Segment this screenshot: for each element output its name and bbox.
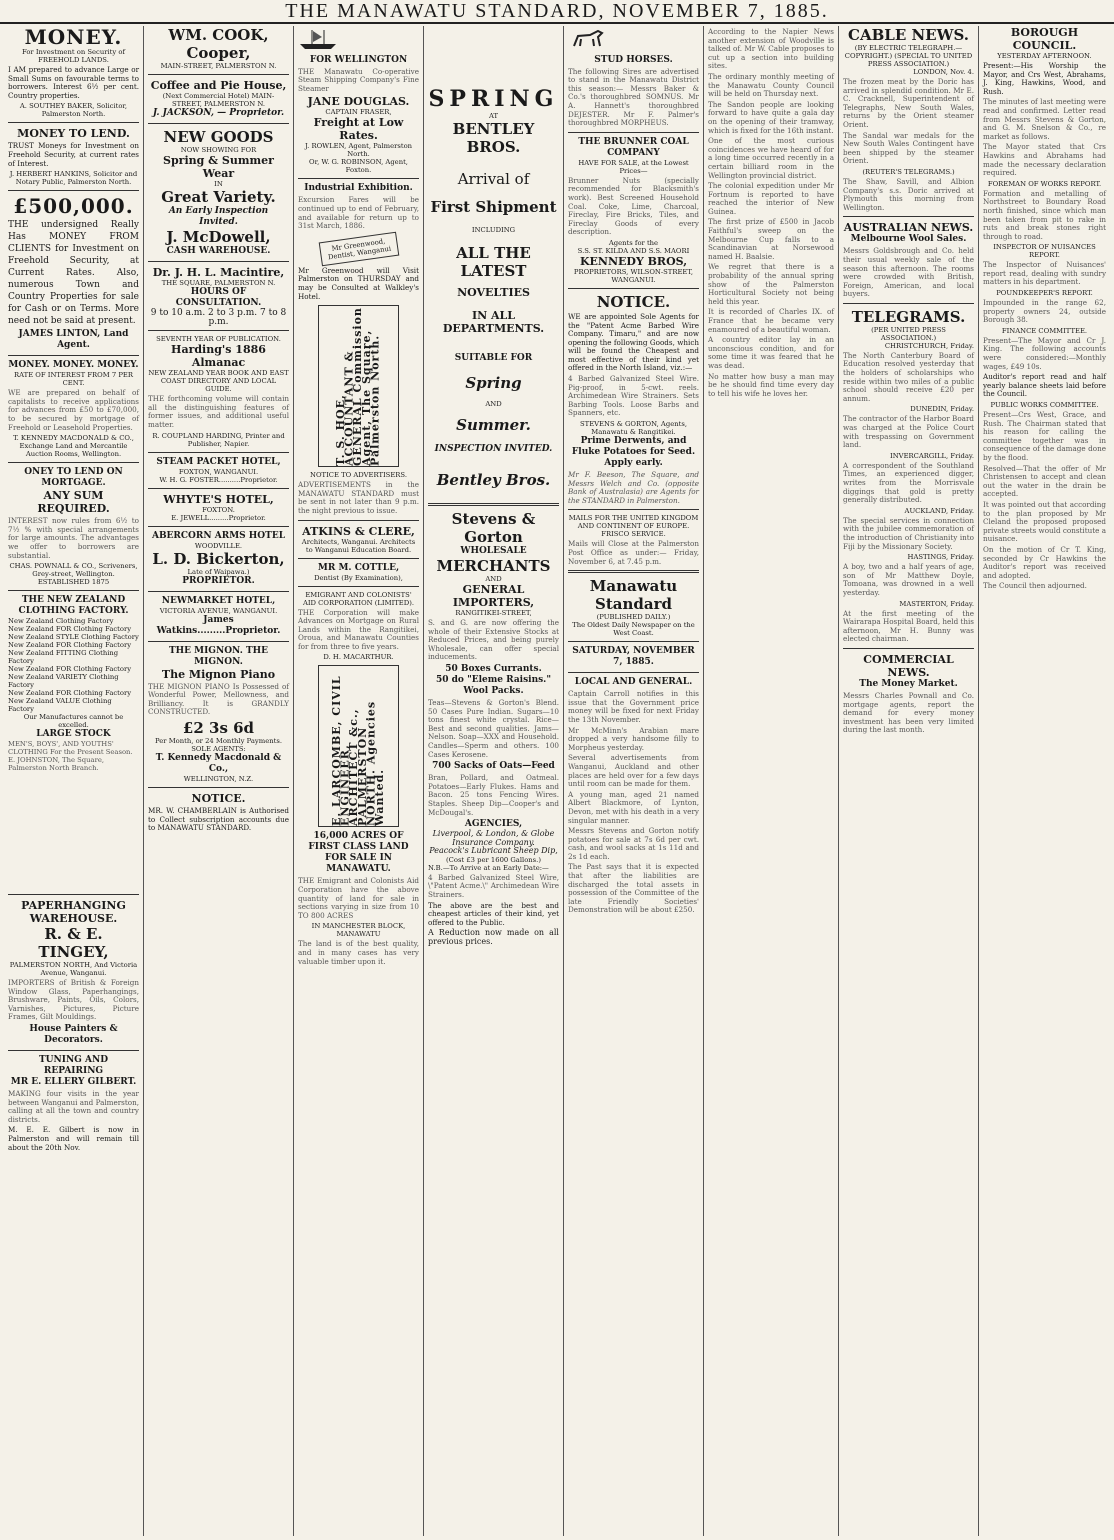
steam-packet: STEAM PACKET HOTEL,	[156, 456, 281, 467]
coffee-sub: (Next Commercial Hotel) MAIN-STREET, PALMERSTON N.	[162, 92, 275, 108]
proprietor: PROPRIETOR.	[182, 575, 255, 586]
ships: S.S. ST. KILDA AND S.S. MAORI	[577, 246, 690, 255]
column-8: BOROUGH COUNCIL. YESTERDAY AFTERNOON. Present:—His Worship the Mayor, and Crs West, Abrahams, J. King, Hawkins, Wood, and Rush. The minutes of last meeting were read and confirmed. Letter read from Messrs Stevens & Gorton, and G. M. Snelson & Co., re market as follows. The Mayor stated that Crs Hawkins and Abrahams had made the necessary declaration required. FOREMAN OF WORKS REPORT. Formation and metalling of Northstreet to Boundary Road north finished, since which man been taken from pit to rake in ruts and break stones right through to road. INSPECTOR OF NUISANCES REPORT. The Inspector of Nuisances' report read, dealing with sundry matters in his department. POUNDKEEPER'S REPORT. Impounded in the range 62, property owners 24, outside Borough 38. FINANCE COMMITTEE. Present—The Mayor and Cr J. King. The following accounts were considered:—Monthly wages, £49 10s. Auditor's report read and half yearly balance sheets laid before the Council. PUBLIC WORKS COMMITTEE. Present—Crs West, Grace, and Rush. The Chairman stated that his reason for calling the committee together was in consequence of the damage done by the flood. Resolved—That the offer of Mr Christensen to accept and clean out the water in the drain be accepted. It was pointed out that according to the plan proposed by Mr Cleland the proposed proposed private streets would constitute a nuisance. On the motion of Cr T. King, seconded by Cr Hawkins the Auditor's report was received and adopted. The Council then adjourned.	[983, 26, 1106, 591]
clothing-row: New Zealand FITTING Clothing Factory	[8, 649, 119, 666]
column-7: CABLE NEWS. (BY ELECTRIC TELEGRAPH.—COPYRIGHT.) (SPECIAL TO UNITED PRESS ASSOCIATION.) LONDON, Nov. 4. The frozen meat by the Doric has arrived in splendid condition. Mr E. C. Cracknell, Superintendent of Telegraphs, New South Wales, returns by the Orient steamer Orient. The Sandal war medals for the New South Wales Contingent have been shipped by the steamer Orient. (REUTER'S TELEGRAMS.) The Shaw, Savill, and Albion Company's s.s. Doric arrived at Plymouth this morning from Wellington. AUSTRALIAN NEWS. Melbourne Wool Sales. Messrs Goldsbrough and Co. held their usual weekly sale of the season this afternoon. The rooms were crowded with British, Foreign, American, and local buyers. TELEGRAMS. (PER UNITED PRESS ASSOCIATION.) CHRISTCHURCH, Friday. The North Canterbury Board of Education resolved yesterday that the holders of scholarships who reside within two miles of a public school should receive £20 per annum. DUNEDIN, Friday. The contractor of the Harbor Board was charged at the Police Court with trespassing on Government land. INVERCARGILL, Friday. A correspondent of the Southland Times, an experienced digger, writes from the Morrisvale diggings that gold is pretty generally distributed. AUCKLAND, Friday. The special services in connection with the jubilee commemoration of the introduction of Christianity into Fiji by the Missionary Society. HASTINGS, Friday. A boy, two and a half years of age, son of Mr Matthew Doyle, Tomoana, was drowned in a well yesterday. MASTERTON, Friday. At the first meeting of the Wairarapa Hospital Board, held this afternoon, Mr H. Bunny was elected chairman. COMMERCIAL NEWS. The Money Market. Messrs Charles Pownall and Co. mortgage agents, report the demand for every money investment has been very limited during the last month.	[839, 26, 979, 1536]
clothing-row: New Zealand FOR Clothing Factory	[8, 689, 132, 698]
at-label: AT	[488, 112, 499, 120]
brunner: THE BRUNNER COAL COMPANY	[578, 136, 689, 158]
greenwood-stamp: Mr Greenwood, Dentist, Wanganui	[318, 231, 399, 266]
column-2: WM. COOK, Cooper, MAIN-STREET, PALMERSTON N. Coffee and Pie House, (Next Commercial Hotel) MAIN-STREET, PALMERSTON N. J. JACKSON, — Proprietor. NEW GOODS NOW SHOWING FOR Spring & Summer Wear IN Great Variety. An Early Inspection Invited. J. McDowell, CASH WAREHOUSE. Dr. J. H. L. Macintire, THE SQUARE, PALMERSTON N. HOURS OF CONSULTATION. 9 to 10 a.m. 2 to 3 p.m. 7 to 8 p.m. SEVENTH YEAR OF PUBLICATION. Harding's 1886 Almanac NEW ZEALAND YEAR BOOK AND EAST COAST DIRECTORY AND LOCAL GUIDE. THE forthcoming volume will contain all the distinguishing features of former issues, and additional useful matter. R. COUPLAND HARDING, Printer and Publisher, Napier. STEAM PACKET HOTEL, FOXTON, WANGANUI. W. H. G. FOSTER..........Proprietor. WHYTE'S HOTEL, FOXTON. E. JEWELL.........Proprietor. ABERCORN ARMS HOTEL WOODVILLE. L. D. Bickerton, Late of Waipawa.) PROPRIETOR. NEWMARKET HOTEL, VICTORIA AVENUE, WANGANUI. James Watkins.........Proprietor. THE MIGNON. THE MIGNON. The Mignon Piano THE MIGNON PIANO Is Possessed of Wonderful Power, Mellowness, and Brilliancy. It is GRANDLY CONSTRUCTED. £2 3s 6d Per Month, or 24 Monthly Payments. SOLE AGENTS: T. Kennedy Macdonald & Co., WELLINGTON, N.Z. NOTICE. MR. W. CHAMBERLAIN is Authorised to Collect subscription accounts due to MANAWATU STANDARD.	[144, 26, 294, 1536]
chamberlain: MR. W. CHAMBERLAIN is Authorised to Collect subscription accounts due to MANAWATU STANDARD.	[148, 805, 289, 833]
foster: W. H. G. FOSTER..........Proprietor.	[159, 475, 278, 484]
reuters: (REUTER'S TELEGRAMS.)	[862, 167, 955, 176]
jewell: E. JEWELL.........Proprietor.	[171, 513, 266, 522]
columns	[4, 26, 1110, 1536]
foxton-2: FOXTON.	[202, 505, 235, 514]
money3-sig: T. KENNEDY MACDONALD & CO., Exchange Land and Mercantile Auction Rooms, Wellington.	[13, 434, 134, 459]
robinson: Or, W. G. ROBINSON, Agent, Foxton.	[309, 158, 408, 175]
amount-body: THE undersigned Really Has MONEY FROM CLIENTS for Investment on Freehold Security, at Current Rates. Also, numerous Town and Country Properties for sale for Cash or on Terms. More need not be said at present.	[8, 220, 139, 327]
foreman: FOREMAN OF WORKS REPORT.	[987, 179, 1102, 188]
kennedy-addr: WELLINGTON, N.Z.	[183, 774, 254, 783]
column-5: STUD HORSES. The following Sires are advertised to stand in the Manawatu District this season:— Messrs Baker & Co.'s thoroughbred SOMNUS. Mr A. Hannett's thoroughbred DEJESTER. Mr F. Palmer's thoroughbred MORPHEUS. THE BRUNNER COAL COMPANY HAVE FOR SALE, at the Lowest Prices— Brunner Nuts (specially recommended for Blacksmith's work). Best Screened Household Coal. Coke, Lime, Charcoal, Fireclay, Fire Bricks, Tiles, and Fireclay Goods of every description. Agents for the S.S. ST. KILDA AND S.S. MAORI KENNEDY BROS, PROPRIETORS, WILSON-STREET, WANGANUI. NOTICE. WE are appointed Sole Agents for the "Patent Acme Barbed Wire Company. Timaru," and are now opening the following Goods, which will be found the Cheapest and most effective of their kind yet offered in the North Island, viz.:— 4 Barbed Galvanized Steel Wire. Pig-proof, in 5-cwt. reels. Archimedean Wire Strainers. Sets Barbing Tools. Loose Barbs and Spanners, etc. STEVENS & GORTON, Agents, Manawatu & Rangitikei. Prime Derwents, and Fluke Potatoes for Seed. Apply early. Mr F. Beeson, The Square, and Messrs Welch and Co. (opposite Bank of Australasia) are Agents for the STANDARD in Palmerston. MAILS FOR THE UNITED KINGDOM AND CONTINENT OF EUROPE. FRISCO SERVICE. Mails will Close at the Palmerston Post Office as under:— Friday, November 6, at 7.45 p.m. Manawatu Standard (PUBLISHED DAILY.) The Oldest Daily Newspaper on the West Coast. SATURDAY, NOVEMBER 7, 1885. LOCAL AND GENERAL. Captain Carroll notifies in this issue that the Government price money will be fixed for next Friday the 13th November. Mr McMinn's Arabian mare dropped a very handsome filly to Morpheus yesterday. Several advertisements from Wanganui, Auckland and other places are held over for a few days until room can be made for them. A young man, aged 21 named Albert Blackmore, of Lynton, Devon, met with his death in a very singular manner. Messrs Stevens and Gorton notify potatoes for sale at 7s 6d per cwt. cash, and wool sacks at 1s 11d and 2s 1d each. The Past says that it is expected that after the liabilities are discharged the total assets in possession of the Committee of the late Friendly Societies' Demonstration will be about £250.	[564, 26, 704, 1536]
dr-heading: Dr. J. H. L. Macintire,	[152, 266, 285, 279]
great-variety: Great Variety.	[161, 188, 276, 206]
money-body: I AM prepared to advance Large or Small Sums on favourable terms to borrowers. Interest 6½ per cent. Country properties.	[8, 65, 139, 100]
clothing-note: Our Manufactures cannot be excelled.	[23, 713, 124, 730]
gilbert-note: M. E. E. Gilbert is now in Palmerston and will remain till about the 20th Nov.	[8, 1125, 139, 1152]
currants: 50 Boxes Currants.	[445, 663, 542, 674]
bickerton: L. D. Bickerton,	[152, 549, 285, 568]
clothing-row: New Zealand STYLE Clothing Factory	[8, 633, 139, 642]
clothing-row: New Zealand FOR Clothing Factory	[8, 625, 132, 634]
best-value: The above are the best and cheapest articles of their kind, yet offered to the Public.	[428, 900, 559, 927]
raisins: 50 do "Eleme Raisins."	[435, 674, 552, 685]
hoe-block	[318, 305, 399, 467]
exhibition: Industrial Exhibition.	[304, 183, 413, 194]
cook-heading: WM. COOK,	[168, 26, 269, 44]
cook-addr: MAIN-STREET, PALMERSTON N.	[160, 62, 277, 70]
cable-sub: (BY ELECTRIC TELEGRAPH.—COPYRIGHT.) (SPECIAL TO UNITED PRESS ASSOCIATION.)	[844, 44, 973, 68]
mignon: The Mignon Piano	[161, 667, 276, 681]
newmarket: NEWMARKET HOTEL,	[161, 595, 276, 606]
poundkeeper: POUNDKEEPER'S REPORT.	[996, 289, 1093, 298]
dr-addr: THE SQUARE, PALMERSTON N.	[161, 279, 276, 287]
rowlen: J. ROWLEN, Agent, Palmerston North.	[304, 142, 413, 159]
commercial-heading: COMMERCIAL NEWS.	[863, 652, 954, 679]
summer-italic: Summer.	[456, 416, 531, 434]
foxton-1: FOXTON, WANGANUI.	[178, 467, 259, 476]
atkins: ATKINS & CLERE,	[302, 524, 415, 538]
general-importers: GENERAL IMPORTERS,	[452, 583, 535, 609]
cash-warehouse: CASH WAREHOUSE.	[166, 246, 271, 256]
column-4: SPRING AT BENTLEY BROS. Arrival of First Shipment INCLUDING ALL THE LATEST NOVELTIES IN ALL DEPARTMENTS. SUITABLE FOR Spring AND Summer. INSPECTION INVITED. Bentley Bros. Stevens & Gorton WHOLESALE MERCHANTS AND GENERAL IMPORTERS, RANGITIKEI-STREET, S. and G. are now offering the whole of their Extensive Stocks at Reduced Prices, and being purely Wholesale, can offer special inducements. 50 Boxes Currants. 50 do "Eleme Raisins." Wool Packs. Teas—Stevens & Gorton's Blend. 50 Cases Pure Indian. Sugars—10 tons finest white crystal. Rice—Best and second qualities. Jams—Nelson. Soap—XXX and Household. Candles—Sperm and others. 100 Cases Kerosene. 700 Sacks of Oats—Feed Bran, Pollard, and Oatmeal. Potatoes—Early Flukes. Hams and Bacon. 25 tons Fencing Wires. Staples. Sheep Dip—Cooper's and McDougal's. AGENCIES, Liverpool, & London, & Globe Insurance Company. Peacock's Lubricant Sheep Dip, (Cost £3 per 1600 Gallons.) N.B.—To Arrive at an Early Date:— 4 Barbed Galvanized Steel Wire, \"Patent Acme.\" Archimedean Wire Strainers. The above are the best and cheapest articles of their kind, yet offered to the Public. A Reduction now made on all previous prices.	[424, 26, 564, 1536]
london: LONDON, Nov. 4.	[913, 68, 974, 76]
advertisers: NOTICE TO ADVERTISERS.	[310, 471, 407, 480]
agents: Agents for the	[608, 238, 659, 247]
novelties: NOVELTIES	[457, 286, 530, 299]
yesterday: YESTERDAY AFTERNOON.	[997, 52, 1092, 60]
acres: 16,000 ACRES OF FIRST CLASS LAND FOR SALE IN MANAWATU.	[308, 831, 409, 875]
whytes: WHYTE'S HOTEL,	[163, 492, 274, 506]
amount-sig: JAMES LINTON, Land Agent.	[18, 329, 129, 351]
money-market: The Money Market.	[859, 678, 958, 689]
clothing-rows	[8, 617, 139, 713]
horse-icon	[568, 28, 608, 50]
stud-heading: STUD HORSES.	[594, 54, 673, 65]
now-showing: NOW SHOWING FOR	[180, 146, 257, 154]
column-1: MONEY. For Investment on Security of FREEHOLD LANDS. I AM prepared to advance Large or Small Sums on favourable terms to borrowers. Interest 6½ per cent. Country properties. A. SOUTHEY BAKER, Solicitor, Palmerston North. MONEY TO LEND. TRUST Moneys for Investment on Freehold Security, at current rates of Interest. J. HERBERT HANKINS, Solicitor and Notary Public, Palmerston North. £500,000. THE undersigned Really Has MONEY FROM CLIENTS for Investment on Freehold Security, at Current Rates. Also, numerous Town and Country Properties for sale for Cash or on Terms. More need not be said at present. JAMES LINTON, Land Agent. MONEY. MONEY. MONEY. RATE OF INTEREST FROM 7 PER CENT. WE are prepared on behalf of capitalists to receive applications for advances from £50 to £70,000, to be secured by mortgage of Freehold or Leasehold Properties. T. KENNEDY MACDONALD & CO., Exchange Land and Mercantile Auction Rooms, Wellington. ONEY TO LEND ON MORTGAGE. ANY SUM REQUIRED. INTEREST now rules from 6½ to 7½ % with special arrangements for large amounts. The advantages we offer to borrowers are substantial. CHAS. POWNALL & CO., Scriveners, Grey-street, Wellington. ESTABLISHED 1875 THE NEW ZEALAND CLOTHING FACTORY. New Zealand Clothing Factory New Zealand FOR Clothing Factory New Zealand STYLE Clothing Factory New Zealand FOR Clothing Factory New Zealand FITTING Clothing Factory New Zealand FOR Clothing Factory New Zealand VARIETY Clothing Factory New Zealand FOR Clothing Factory New Zealand VALUE Clothing Factory Our Manufactures cannot be excelled. LARGE STOCK MEN'S, BOYS', AND YOUTHS' CLOTHING For the Present Season. E. JOHNSTON, The Square, Palmerston North Branch. PAPERHANGING WAREHOUSE. R. & E. TINGEY, PALMERSTON NORTH, And Victoria Avenue, Wanganui. IMPORTERS of British & Foreign Window Glass, Paperhangings, Brushware, Paints, Oils, Colors, Varnishes, Pictures, Picture Frames, Gilt Mouldings. House Painters & Decorators. TUNING AND REPAIRING MR E. ELLERY GILBERT. MAKING four visits in the year between Wanganui and Palmerston, calling at all the town and country districts. M. E. E. Gilbert is now in Palmerston and will remain till about the 20th Nov.	[4, 26, 144, 1536]
abercorn: ABERCORN ARMS HOTEL	[151, 530, 286, 541]
money-heading: MONEY.	[24, 26, 123, 49]
mortgage-heading: ONEY TO LEND ON MORTGAGE.	[24, 467, 123, 489]
captain: CAPTAIN FRASER,	[325, 108, 392, 117]
in-label: IN	[214, 180, 223, 188]
telegrams-heading: TELEGRAMS.	[851, 307, 966, 326]
standard-heading: Manawatu Standard	[589, 577, 678, 614]
mignon-head: THE MIGNON. THE MIGNON.	[168, 645, 269, 667]
invercargill: INVERCARGILL, Friday.	[890, 451, 974, 460]
bentley-italic: Bentley Bros.	[436, 471, 551, 489]
tingey-addr: PALMERSTON NORTH, And Victoria Avenue, Wanganui.	[9, 961, 138, 978]
jane-douglas: JANE DOUGLAS.	[307, 95, 410, 109]
seventh-year: SEVENTH YEAR OF PUBLICATION.	[156, 335, 281, 344]
peacock: Peacock's Lubricant Sheep Dip,	[429, 846, 558, 856]
inspector: INSPECTOR OF NUISANCES REPORT.	[993, 243, 1096, 260]
arrive: N.B.—To Arrive at an Early Date:—	[428, 863, 549, 872]
bentley-heading: BENTLEY BROS.	[452, 120, 535, 156]
spring-italic: Spring	[465, 374, 522, 392]
auditor: Auditor's report read and half yearly balance sheets laid before the Council.	[983, 372, 1106, 399]
peacock-sub: (Cost £3 per 1600 Gallons.)	[446, 855, 541, 864]
cable-heading: CABLE NEWS.	[848, 26, 969, 44]
reduction: A Reduction now made on all previous prices.	[428, 928, 559, 947]
frisco: FRISCO SERVICE.	[601, 530, 666, 539]
liverpool: Liverpool, & London, & Globe Insurance Company.	[432, 829, 555, 847]
mcdowell: J. McDowell,	[166, 228, 271, 246]
christchurch: CHRISTCHURCH, Friday.	[884, 341, 974, 350]
watkins: James Watkins.........Proprietor.	[156, 614, 281, 636]
rangitikei: RANGITIKEI-STREET,	[455, 609, 532, 617]
melbourne: Melbourne Wool Sales.	[850, 234, 967, 245]
woodville: WOODVILLE.	[194, 541, 243, 550]
australian-heading: AUSTRALIAN NEWS.	[843, 221, 974, 235]
borough-heading: BOROUGH COUNCIL.	[1010, 26, 1079, 52]
notice-sig: STEVENS & GORTON, Agents, Manawatu & Rangitikei.	[580, 420, 687, 437]
mignon-price: £2 3s 6d	[182, 718, 255, 737]
coffee-heading: Coffee and Pie House,	[150, 79, 287, 92]
lend-heading: MONEY TO LEND.	[17, 127, 130, 141]
dentist: Dentist (By Examination),	[314, 573, 403, 582]
kennedy-bros: KENNEDY BROS,	[579, 254, 688, 268]
hours-list: 9 to 10 a.m. 2 to 3 p.m. 7 to 8 p.m.	[150, 308, 287, 327]
clothing-row: New Zealand FOR Clothing Factory	[8, 665, 132, 674]
and-2: AND	[485, 575, 502, 583]
column-3: FOR WELLINGTON THE Manawatu Co-operative Steam Shipping Company's Fine Steamer JANE DOUGLAS. CAPTAIN FRASER, Freight at Low Rates. J. ROWLEN, Agent, Palmerston North. Or, W. G. ROBINSON, Agent, Foxton. Industrial Exhibition. Excursion Fares will be continued up to end of February, and available for return up to 31st March, 1886. Mr Greenwood, Dentist, Wanganui Mr Greenwood will Visit Palmerston on THURSDAY and may be Consulted at Walkley's Hotel. T. S. HOE, ACCOUNTANT & GENERAL Commission Agent, The Square, Palmerston North. NOTICE TO ADVERTISERS. ADVERTISEMENTS in the MANAWATU STANDARD must be sent in not later than 9 p.m. the night previous to issue. ATKINS & CLERE, Architects, Wanganui. Architects to Wanganui Education Board. MR M. COTTLE, Dentist (By Examination), EMIGRANT AND COLONISTS' AID CORPORATION (LIMITED). THE Corporation will make Advances on Mortgage on Rural Lands within the Rangitikei, Oroua, and Manawatu Counties for from three to five years. D. H. MACARTHUR. E. LARCOMBE, CIVIL ENGINEER, ARCHITECT &c., PALMERSTON NORTH. Agencies Wanted. 16,000 ACRES OF FIRST CLASS LAND FOR SALE IN MANAWATU. THE Emigrant and Colonists Aid Corporation have the above quantity of land for sale in sections varying in size from 10 TO 800 ACRES IN MANCHESTER BLOCK, MANAWATU The land is of the best quality, and in many cases has very valuable timber upon it.	[294, 26, 424, 1536]
invited: INSPECTION INVITED.	[434, 444, 553, 454]
any-sum-sig: CHAS. POWNALL & CO., Scriveners, Grey-street, Wellington. ESTABLISHED 1875	[9, 562, 138, 587]
clothing-row: New Zealand VARIETY Clothing Factory	[8, 673, 119, 690]
hastings: HASTINGS, Friday.	[907, 553, 974, 562]
public-works: PUBLIC WORKS COMMITTEE.	[990, 401, 1099, 409]
paper-heading: PAPERHANGING WAREHOUSE.	[21, 899, 126, 926]
amount-heading: £500,000.	[13, 194, 134, 219]
emigrant: EMIGRANT AND COLONISTS' AID CORPORATION (LIMITED).	[302, 590, 415, 607]
money3-heading: MONEY. MONEY. MONEY.	[8, 360, 139, 371]
masterton: MASTERTON, Friday.	[899, 599, 974, 608]
atkins-sub: Architects, Wanganui. Architects to Wanganui Education Board.	[301, 537, 416, 554]
clothing-row: New Zealand VALUE Clothing Factory	[8, 697, 112, 714]
lend-body: TRUST Moneys for Investment on Freehold Security, at current rates of Interest.	[8, 141, 139, 168]
and-label: AND	[485, 400, 502, 408]
column-6: According to the Napier News another extension of Woodville is talked of. Mr W. Cable proposes to cut up a section into building sites. The ordinary monthly meeting of the Manawatu County Council will be held on Thursday next. The Sandon people are looking forward to have quite a gala day on the opening of their tramway, which is fixed for the 16th instant. One of the most curious coincidences we have heard of for a long time occurred recently in a certain billiard room in the Wellington provincial district. The colonial expedition under Mr Fortnum is reported to have reached the interior of New Guinea. The first prize of £500 in Jacob Faithful's sweep on the Melbourne Cup falls to a Scandinavian at Norsewood named H. Baalsie. We regret that there is a probability of the annual spring show of the Palmerston Horticultural Society not being held this year. It is recorded of Charles IX. of France that he became very enamoured of a beautiful woman. A country editor lay in an unconscious condition, and for some time it was feared that he was dead. No matter how busy a man may be he should find time every day to tell his wife he loves her.	[704, 26, 839, 1536]
larcombe-text: E. LARCOMBE, CIVIL ENGINEER, ARCHITECT &c., PALMERSTON NORTH. Agencies Wanted.	[329, 675, 386, 827]
clothing-row: New Zealand Clothing Factory	[8, 617, 114, 626]
tingey-heading: R. & E. TINGEY,	[38, 925, 109, 962]
kennedy: T. Kennedy Macdonald & Co.,	[155, 752, 282, 774]
wholesale: WHOLESALE	[460, 546, 527, 556]
dunedin: DUNEDIN, Friday.	[910, 405, 974, 414]
cottle: MR M. COTTLE,	[317, 562, 400, 573]
masthead: THE MANAWATU STANDARD, NOVEMBER 7, 1885.	[0, 0, 1114, 24]
press: (PER UNITED PRESS ASSOCIATION.)	[871, 325, 946, 342]
first-shipment: First Shipment	[430, 198, 557, 216]
newmarket-addr: VICTORIA AVENUE, WANGANUI.	[159, 606, 278, 615]
spring-heading: SPRING	[428, 86, 559, 112]
wool-packs: Wool Packs.	[463, 685, 524, 696]
auckland: AUCKLAND, Friday.	[904, 506, 974, 515]
sole-agents: SOLE AGENTS:	[191, 744, 246, 753]
ship-icon	[298, 28, 338, 50]
wellington-heading: FOR WELLINGTON	[309, 54, 408, 65]
lend-sig: J. HERBERT HANKINS, Solicitor and Notary Public, Palmerston North.	[9, 170, 138, 187]
finance: FINANCE COMMITTEE.	[1001, 326, 1088, 335]
mails: MAILS FOR THE UNITED KINGDOM AND CONTINENT OF EUROPE.	[568, 514, 699, 531]
date-line: SATURDAY, NOVEMBER 7, 1885.	[572, 646, 695, 668]
large-stock: LARGE STOCK	[36, 729, 111, 740]
notice-heading: NOTICE.	[596, 292, 671, 311]
money-sig: A. SOUTHEY BAKER, Solicitor, Palmerston North.	[19, 102, 128, 119]
departments: IN ALL DEPARTMENTS.	[442, 309, 545, 335]
agencies: AGENCIES,	[464, 819, 523, 830]
notice-heading: NOTICE.	[191, 791, 246, 805]
any-sum-heading: ANY SUM REQUIRED.	[37, 489, 110, 516]
jackson: J. JACKSON, — Proprietor.	[152, 108, 285, 118]
new-goods: NEW GOODS	[163, 128, 274, 146]
tuning-heading: TUNING AND REPAIRING	[38, 1055, 109, 1077]
notice-body: WE are appointed Sole Agents for the "Patent Acme Barbed Wire Company. Timaru," and are now opening the following Goods, which will be found the Cheapest and most effective of their kind yet offered in the North Island, viz.:—	[568, 311, 699, 373]
house-painters: House Painters & Decorators.	[29, 1024, 118, 1046]
local-heading: LOCAL AND GENERAL.	[574, 677, 693, 688]
kennedy-sub: PROPRIETORS, WILSON-STREET, WANGANUI.	[573, 267, 694, 284]
published-daily: (PUBLISHED DAILY.)	[596, 613, 671, 622]
money3-sub: RATE OF INTEREST FROM 7 PER CENT.	[14, 371, 133, 388]
suitable: SUITABLE FOR	[454, 353, 533, 363]
clothing-heading: THE NEW ZEALAND CLOTHING FACTORY.	[18, 595, 129, 617]
arrival: Arrival of	[457, 170, 530, 188]
oats: 700 Sacks of Oats—Feed	[432, 761, 555, 772]
waipawa: Late of Waipawa.)	[187, 567, 250, 576]
larcombe-block	[318, 665, 399, 827]
cooper-heading: Cooper,	[186, 44, 251, 62]
hoe-text: T. S. HOE, ACCOUNTANT & GENERAL Commission Agent, The Square, Palmerston North.	[334, 307, 382, 467]
spring-wear: Spring & Summer Wear	[163, 154, 274, 180]
fence: Prime Derwents, and Fluke Potatoes for Seed. Apply early.	[571, 436, 696, 469]
merchants: MERCHANTS	[436, 557, 551, 575]
hardings: Harding's 1886 Almanac	[171, 343, 266, 370]
including: INCLUDING	[471, 226, 516, 234]
acres-sub: IN MANCHESTER BLOCK, MANAWATU	[311, 922, 406, 939]
hardings-sub: NEW ZEALAND YEAR BOOK AND EAST COAST DIRECTORY AND LOCAL GUIDE.	[148, 369, 289, 394]
freight: Freight at Low Rates.	[313, 116, 404, 143]
oldest: The Oldest Daily Newspaper on the West Coast.	[572, 621, 695, 638]
greenwood: Mr Greenwood will Visit Palmerston on THURSDAY and may be Consulted at Walkley's Hotel.	[298, 265, 419, 301]
clothing-row: New Zealand FOR Clothing Factory	[8, 641, 132, 650]
hardings-sig: R. COUPLAND HARDING, Printer and Publisher, Napier.	[152, 431, 285, 448]
stevens: Stevens & Gorton	[451, 510, 536, 546]
brunner-sub: HAVE FOR SALE, at the Lowest Prices—	[578, 158, 689, 175]
all-latest: ALL THE LATEST	[456, 244, 531, 280]
present: Present:—His Worship the Mayor, and Crs West, Abrahams, J. King, Hawkins, Wood, and Rush.	[983, 61, 1106, 96]
money-sub: For Investment on Security of FREEHOLD LANDS.	[22, 48, 125, 64]
mignon-terms: Per Month, or 24 Monthly Payments.	[155, 736, 282, 745]
macarthur: D. H. MACARTHUR.	[323, 653, 394, 662]
hours-heading: HOURS OF CONSULTATION.	[175, 287, 262, 308]
inspection: An Early Inspection Invited.	[168, 206, 269, 227]
gilbert-heading: MR E. ELLERY GILBERT.	[10, 1077, 137, 1088]
